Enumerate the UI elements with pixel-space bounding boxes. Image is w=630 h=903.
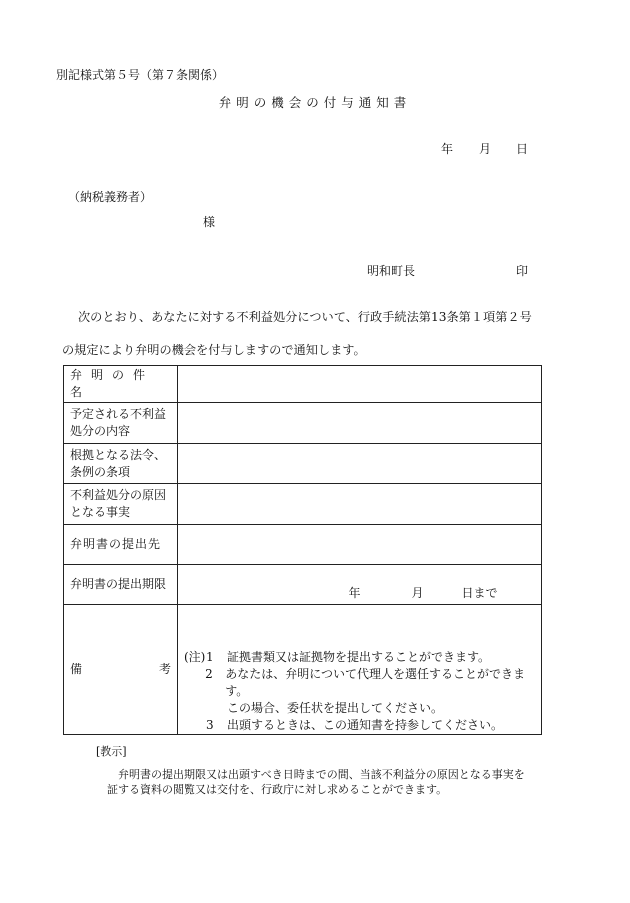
planned-disposition-field[interactable]	[178, 403, 542, 444]
seal-mark: 印	[516, 264, 529, 278]
date-day: 日	[516, 142, 529, 156]
table-row-deadline	[64, 565, 542, 605]
planned-disposition-label: 予定される不利益 処分の内容	[64, 403, 178, 444]
table-row-remarks	[64, 605, 542, 735]
body-text-line-1: 次のとおり、あなたに対する不利益処分について、行政手続法第13条第１項第２号	[78, 310, 532, 324]
date-year: 年	[441, 142, 454, 156]
legal-basis-field[interactable]	[178, 444, 542, 484]
deadline-year: 年	[348, 585, 361, 600]
body-text-line-2: の規定により弁明の機会を付与しますので通知します。	[62, 343, 366, 357]
table-row-case-name	[64, 366, 542, 403]
notice-text-line-1: 弁明書の提出期限又は出頭すべき日時までの間、当該不利益分の原因となる事実を	[118, 768, 525, 781]
table-row-submission-place	[64, 525, 542, 565]
date-month: 月	[479, 142, 492, 156]
table-row-planned-disposition	[64, 403, 542, 444]
legal-basis-label: 根拠となる法令、 条例の条項	[64, 444, 178, 484]
deadline-month: 月	[411, 585, 424, 600]
notice-text-line-2: 証する資料の閲覧又は交付を、行政庁に対し求めることができます。	[107, 783, 448, 796]
form-table	[63, 365, 542, 735]
note-item: (注) 1 証拠書類又は証拠物を提出することができます。	[184, 650, 491, 664]
issuer-name: 明和町長	[367, 264, 416, 278]
case-name-field[interactable]	[178, 366, 542, 403]
form-reference: 別記様式第５号（第７条関係）	[56, 68, 225, 82]
document-title: 弁明の機会の付与通知書	[218, 95, 412, 110]
submission-place-field[interactable]	[178, 525, 542, 565]
recipient-honorific: 様	[203, 215, 216, 229]
note-item: 2 あなたは、弁明について代理人を選任することができます。	[205, 667, 526, 698]
table-row-cause-facts	[64, 484, 542, 525]
note-item: この場合、委任状を提出してください。	[227, 701, 444, 715]
remarks-label: 備 考	[64, 605, 178, 735]
deadline-day: 日まで	[461, 585, 498, 600]
case-name-label: 弁明の件名	[64, 366, 178, 403]
taxpayer-label: （納税義務者）	[68, 190, 153, 204]
deadline-field[interactable]	[178, 565, 542, 605]
deadline-label: 弁明書の提出期限	[64, 565, 178, 605]
remarks-notes	[178, 605, 542, 735]
cause-facts-field[interactable]	[178, 484, 542, 525]
table-row-legal-basis	[64, 444, 542, 484]
cause-facts-label: 不利益処分の原因 となる事実	[64, 484, 178, 525]
note-item: 3 出頭するときは、この通知書を持参してください。	[206, 718, 504, 732]
submission-place-label: 弁明書の提出先	[64, 525, 178, 565]
notice-heading: [教示]	[96, 745, 127, 758]
